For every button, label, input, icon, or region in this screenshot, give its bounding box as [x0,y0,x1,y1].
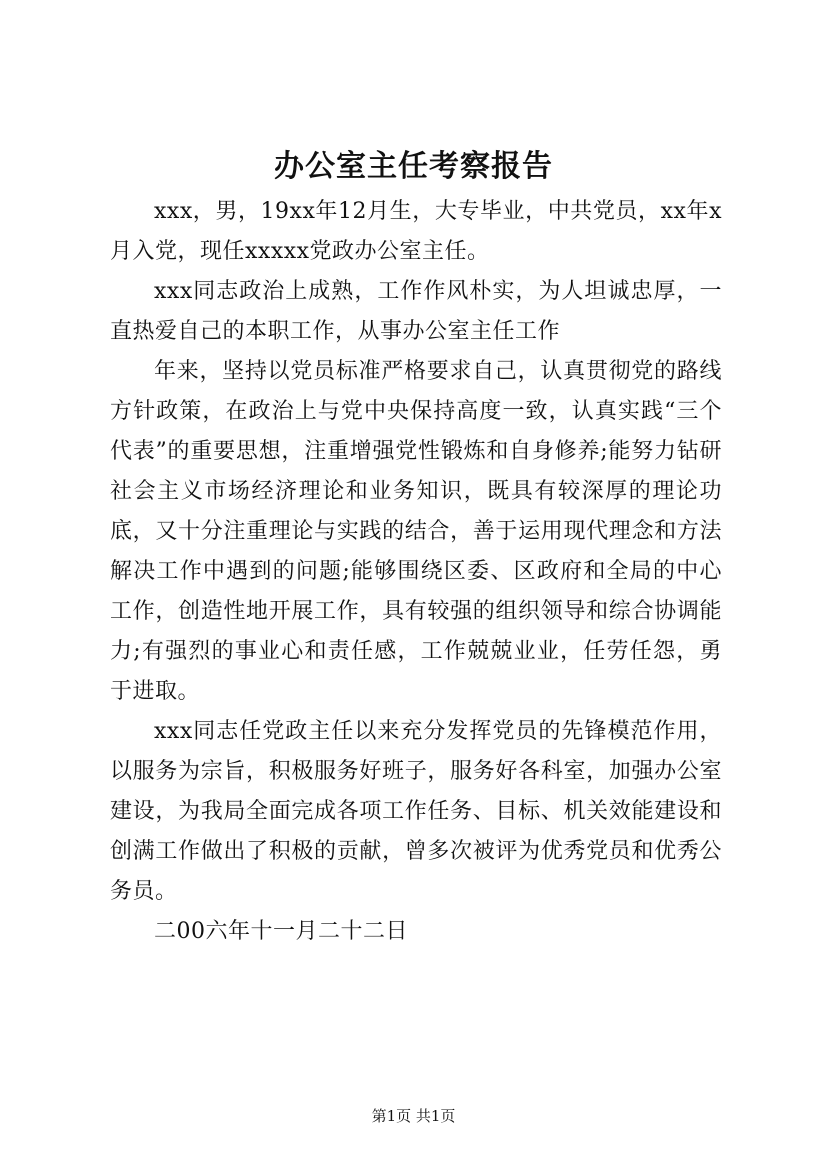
paragraph-4: xxx同志任党政主任以来充分发挥党员的先锋模范作用，以服务为宗旨，积极服务好班子，服务好各科室，加强办公室建设，为我局全面完成各项工作任务、目标、机关效能建设和创满工作做出了积极的贡献，曾多次被评为优秀党员和优秀公务员。 [110,719,722,904]
page-footer: 第1页 共1页 [371,1107,456,1125]
paragraph-2: xxx同志政治上成熟，工作作风朴实，为人坦诚忠厚，一直热爱自己的本职工作，从事办公室主任工作 [110,279,722,344]
paragraph-1: xxx，男，19xx年12月生，大专毕业，中共党员，xx年x月入党，现任xxxxx党政办公室主任。 [110,199,722,264]
paragraph-3: 年来，坚持以党员标准严格要求自己，认真贯彻党的路线方针政策，在政治上与党中央保持高度一致，认真实践“三个代表”的重要思想，注重增强党性锻炼和自身修养;能努力钻研社会主义市场经济理论和业务知识，既具有较深厚的理论功底，又十分注重理论与实践的结合，善于运用现代理念和方法解决工作中遇到的问题;能够围绕区委、区政府和全局的中心工作，创造性地开展工作，具有较强的组织领导和综合协调能力;有强烈的事业心和责任感，工作兢兢业业，任劳任怨，勇于进取。 [110,359,722,704]
document-title: 办公室主任考察报告 [274,149,553,184]
document-date: 二00六年十一月二十二日 [154,919,408,944]
document-body [110,192,722,952]
